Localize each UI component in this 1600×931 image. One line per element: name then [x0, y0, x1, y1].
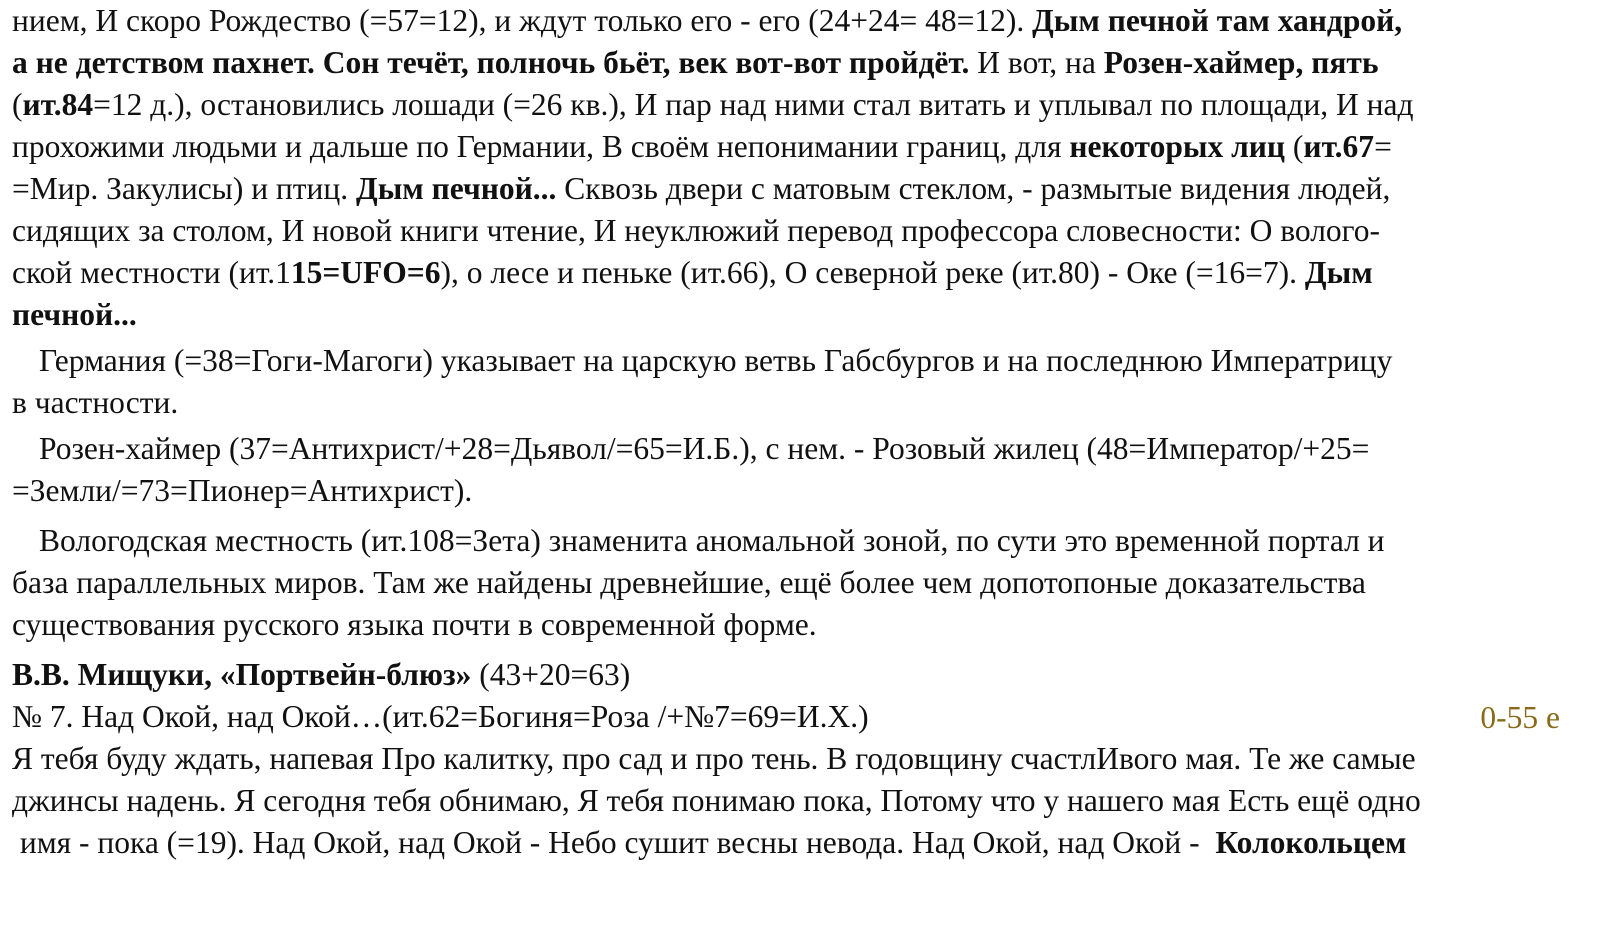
paragraph-lyrics-1: [12, 0, 1590, 336]
paragraph-rosenheim: [12, 428, 1590, 512]
page-ref-badge: 0-55 е: [1480, 700, 1560, 735]
text-line: Я тебя буду ждать, напевая Про калитку, про сад и про тень. В годовщину счастлИвого мая. Те же самые: [12, 741, 1416, 776]
text-line: печной...: [12, 297, 137, 332]
document-page: [12, 0, 1590, 864]
text-line: а не детством пахнет. Сон течёт, полночь бьёт, век вот-вот пройдёт. И вот, на Розен-хаймер, пять: [12, 45, 1379, 80]
paragraph-lyrics-2: [12, 738, 1590, 864]
text-line: существования русского языка почти в современной форме.: [12, 607, 817, 642]
text-line: =Мир. Закулисы) и птиц. Дым печной... Сквозь двери с матовым стеклом, - размытые видения людей,: [12, 171, 1391, 206]
text-line: база параллельных миров. Там же найдены древнейшие, ещё более чем допотопоные доказательства: [12, 565, 1366, 600]
text-line: =Земли/=73=Пионер=Антихрист).: [12, 473, 473, 508]
paragraph-germany: [12, 340, 1590, 424]
text-line: Германия (=38=Гоги-Магоги) указывает на царскую ветвь Габсбургов и на последнюю Императрицу: [39, 343, 1393, 378]
text-line: (ит.84=12 д.), остановились лошади (=26 кв.), И пар над ними стал витать и уплывал по площади, И над: [12, 87, 1414, 122]
track-title: № 7. Над Окой, над Окой…(ит.62=Богиня=Роза /+№7=69=И.Х.): [12, 699, 869, 734]
paragraph-vologda: [12, 520, 1590, 646]
text-line: Вологодская местность (ит.108=Зета) знаменита аномальной зоной, по сути это временной портал и: [39, 523, 1385, 558]
text-line: ской местности (ит.115=UFO=6), о лесе и пеньке (ит.66), О северной реке (ит.80) - Оке (=16=7). Дым: [12, 255, 1373, 290]
text-line: имя - пока (=19). Над Окой, над Окой - Небо сушит весны невода. Над Окой, над Окой - Колокольцем: [12, 825, 1407, 860]
text-line: джинсы надень. Я сегодня тебя обнимаю, Я тебя понимаю пока, Потому что у нашего мая Есть ещё одно: [12, 783, 1421, 818]
text-line: нием, И скоро Рождество (=57=12), и ждут только его - его (24+24= 48=12). Дым печной там хандрой,: [12, 3, 1403, 38]
text-line: Розен-хаймер (37=Антихрист/+28=Дьявол/=65=И.Б.), с нем. - Розовый жилец (48=Император/+25=: [39, 431, 1370, 466]
text-line: сидящих за столом, И новой книги чтение, И неуклюжий перевод профессора словесности: О волого-: [12, 213, 1381, 248]
song-heading: В.В. Мищуки, «Портвейн-блюз» (43+20=63): [12, 657, 631, 692]
text-line: прохожими людьми и дальше по Германии, В своём непонимании границ, для некоторых лиц (ит.67=: [12, 129, 1392, 164]
text-line: в частности.: [12, 385, 179, 420]
